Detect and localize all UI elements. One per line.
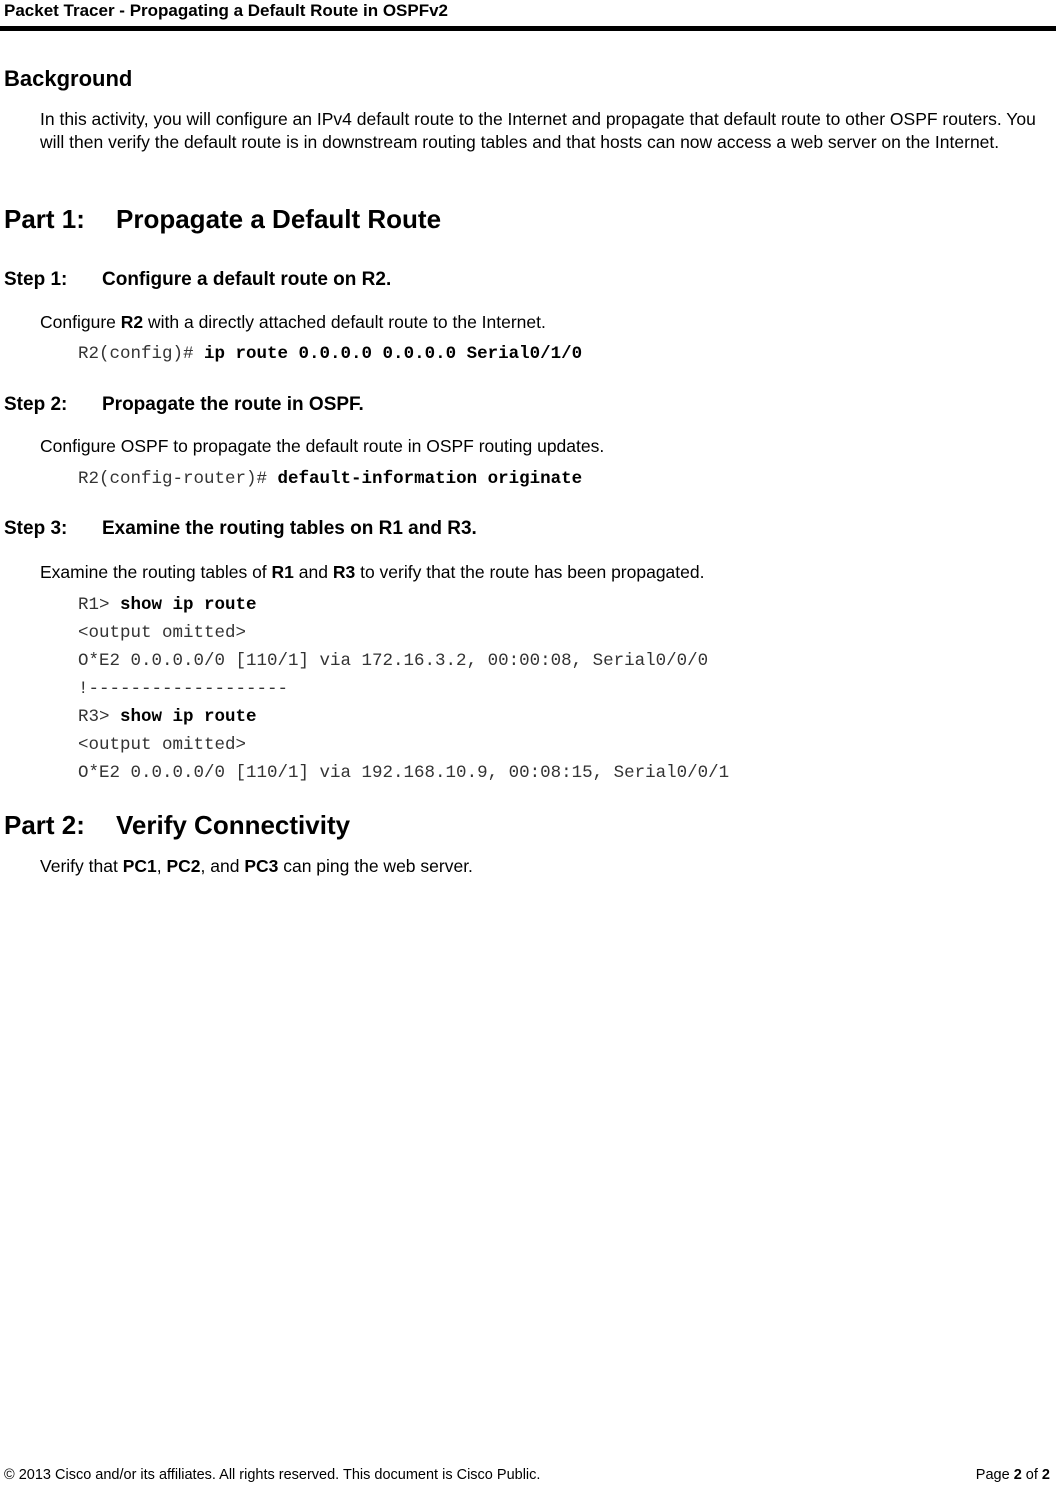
step2-command: R2(config-router)# default-information originate [78, 469, 583, 489]
step2-text: Configure OSPF to propagate the default route in OSPF routing updates. [40, 436, 605, 456]
step3-title: Examine the routing tables on R1 and R3. [102, 518, 477, 539]
footer-copyright: © 2013 Cisco and/or its affiliates. All rights reserved. This document is Cisco Public. [4, 1467, 541, 1483]
r3-show-ip-route: R3> show ip route [78, 707, 257, 727]
background-text: In this activity, you will configure an IPv4 default route to the Internet and propagate that default route to other OSPF routers. You will then verify the default route is in downstream routing tables and that hosts can now access a web server on the Internet. [40, 109, 1036, 152]
output-separator: !------------------- [78, 679, 289, 699]
step1-title: Configure a default route on R2. [102, 269, 392, 290]
footer-page-number: Page 2 of 2 [975, 1467, 1050, 1483]
step1-text: Configure R2 with a directly attached default route to the Internet. [40, 312, 546, 332]
r1-show-ip-route: R1> show ip route [78, 595, 257, 615]
step2-title: Propagate the route in OSPF. [102, 394, 364, 415]
r3-default-route: O*E2 0.0.0.0/0 [110/1] via 192.168.10.9, 00:08:15, Serial0/0/1 [78, 763, 730, 783]
part1-title: Propagate a Default Route [116, 204, 442, 234]
step2-heading [4, 394, 364, 416]
document-title: Packet Tracer - Propagating a Default Route in OSPFv2 [4, 1, 449, 20]
step1-number: Step 1: [4, 269, 68, 290]
step1-command: R2(config)# ip route 0.0.0.0 0.0.0.0 Serial0/1/0 [78, 344, 583, 364]
r1-default-route: O*E2 0.0.0.0/0 [110/1] via 172.16.3.2, 00:00:08, Serial0/0/0 [78, 651, 709, 671]
part2-heading [4, 810, 350, 841]
step3-heading [4, 518, 477, 540]
step3-number: Step 3: [4, 518, 68, 539]
r1-output-omitted: <output omitted> [78, 623, 247, 643]
step2-number: Step 2: [4, 394, 68, 415]
step1-heading [4, 269, 391, 291]
part2-text: Verify that PC1, PC2, and PC3 can ping the web server. [40, 856, 473, 876]
header-divider [0, 26, 1056, 31]
part1-heading [4, 204, 441, 235]
r3-output-omitted: <output omitted> [78, 735, 247, 755]
part2-title: Verify Connectivity [116, 810, 351, 840]
part2-number: Part 2: [4, 810, 85, 840]
part1-number: Part 1: [4, 204, 85, 234]
step3-text: Examine the routing tables of R1 and R3 to verify that the route has been propagated. [40, 562, 705, 582]
background-heading: Background [4, 66, 133, 91]
